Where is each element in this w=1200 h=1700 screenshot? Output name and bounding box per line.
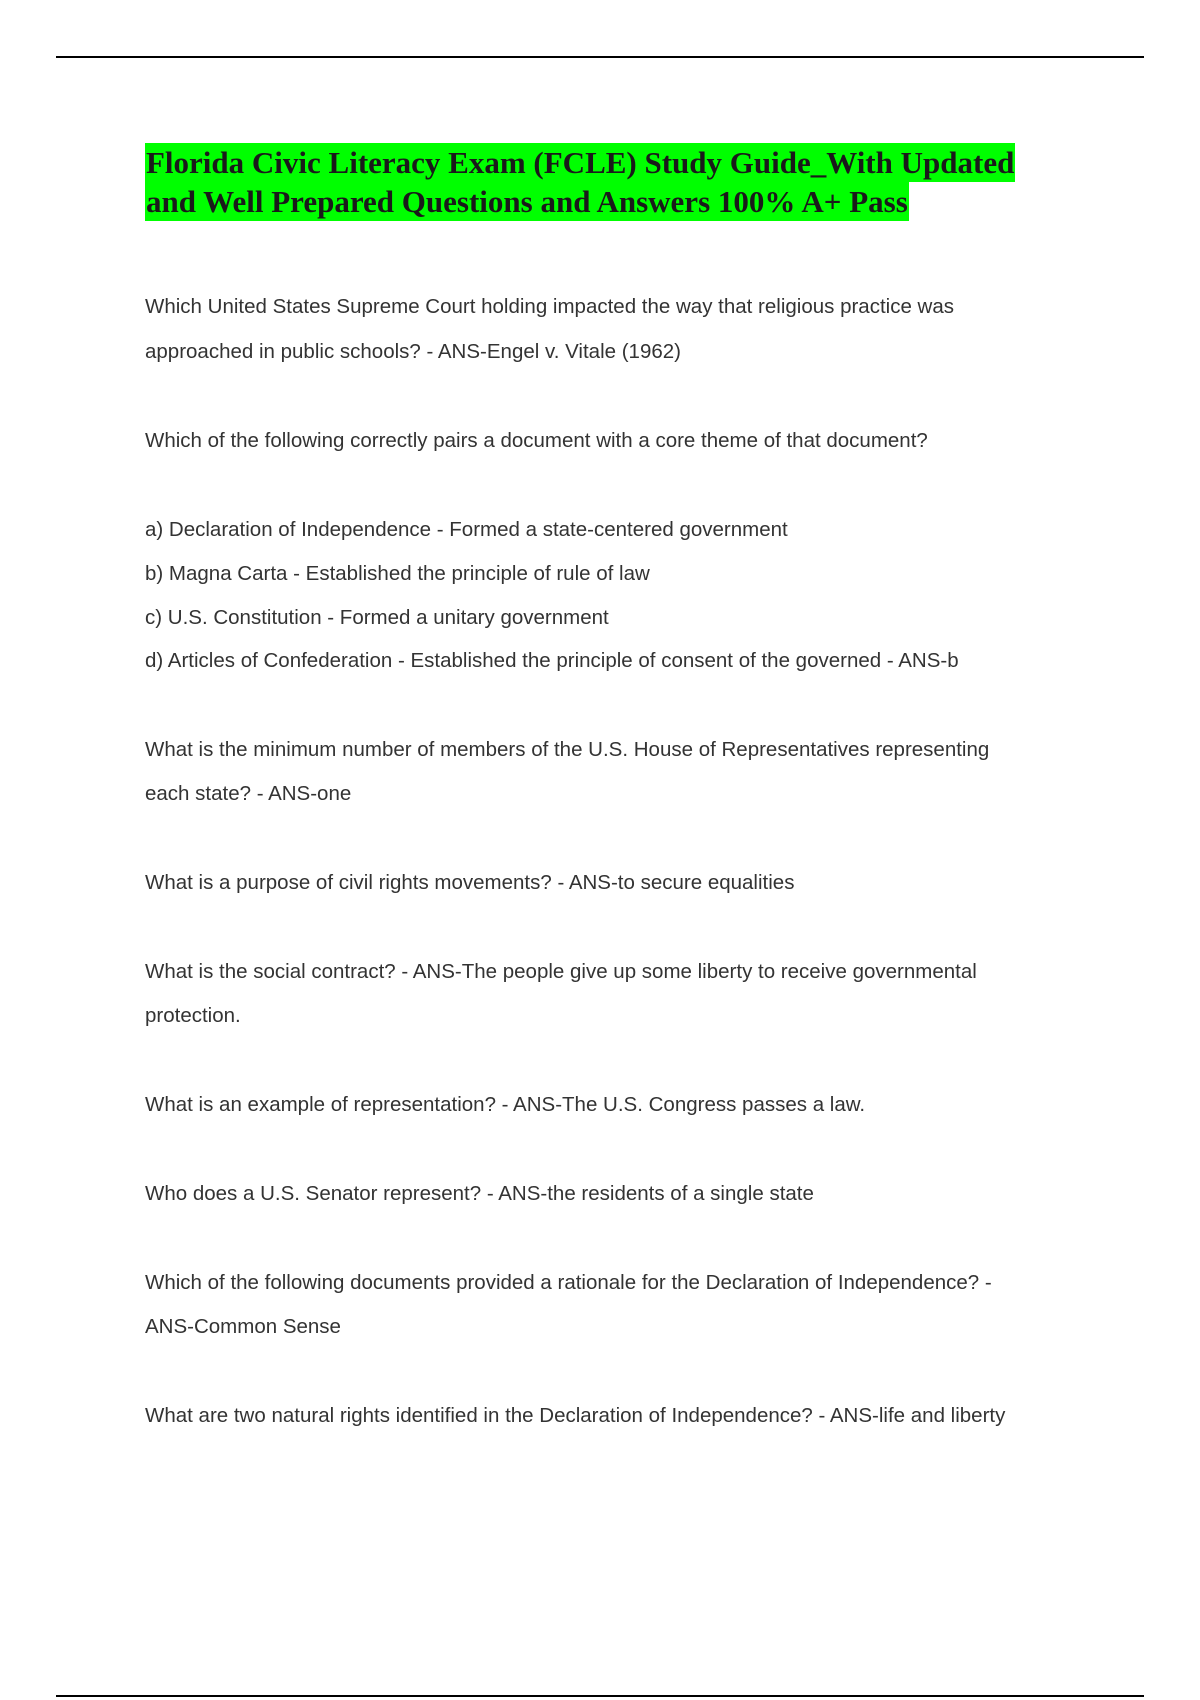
answer-option: c) U.S. Constitution - Formed a unitary government xyxy=(145,606,609,629)
qa-text-line: What are two natural rights identified in the Declaration of Independence? - ANS-life and liberty xyxy=(145,1404,1006,1427)
qa-text-line: What is the minimum number of members of the U.S. House of Representatives representing xyxy=(145,738,990,761)
qa-text-line: ANS-Common Sense xyxy=(145,1315,341,1338)
document-title xyxy=(145,143,1085,221)
qa-text-line: Which of the following documents provided a rationale for the Declaration of Independence? - xyxy=(145,1271,992,1294)
answer-option: d) Articles of Confederation - Established the principle of consent of the governed - ANS-b xyxy=(145,649,959,672)
qa-text-line: Which United States Supreme Court holding impacted the way that religious practice was xyxy=(145,295,955,318)
qa-text-line: each state? - ANS-one xyxy=(145,782,352,805)
answer-option: b) Magna Carta - Established the principle of rule of law xyxy=(145,562,650,585)
title-line-2: and Well Prepared Questions and Answers 100% A+ Pass xyxy=(146,184,908,219)
question-text: Which of the following correctly pairs a document with a core theme of that document? xyxy=(145,429,928,452)
title-line-1: Florida Civic Literacy Exam (FCLE) Study Guide_With Updated xyxy=(146,145,1015,180)
answer-option: a) Declaration of Independence - Formed a state-centered government xyxy=(145,518,788,541)
footer-rule xyxy=(56,1695,1144,1697)
header-rule xyxy=(56,56,1144,58)
qa-text-line: What is a purpose of civil rights movements? - ANS-to secure equalities xyxy=(145,871,795,894)
qa-text-line: protection. xyxy=(145,1004,241,1027)
qa-text-line: What is an example of representation? - ANS-The U.S. Congress passes a law. xyxy=(145,1093,866,1116)
qa-text-line: Who does a U.S. Senator represent? - ANS-the residents of a single state xyxy=(145,1182,814,1205)
qa-text-line: approached in public schools? - ANS-Engel v. Vitale (1962) xyxy=(145,340,681,363)
qa-text-line: What is the social contract? - ANS-The people give up some liberty to receive governmental xyxy=(145,960,977,983)
